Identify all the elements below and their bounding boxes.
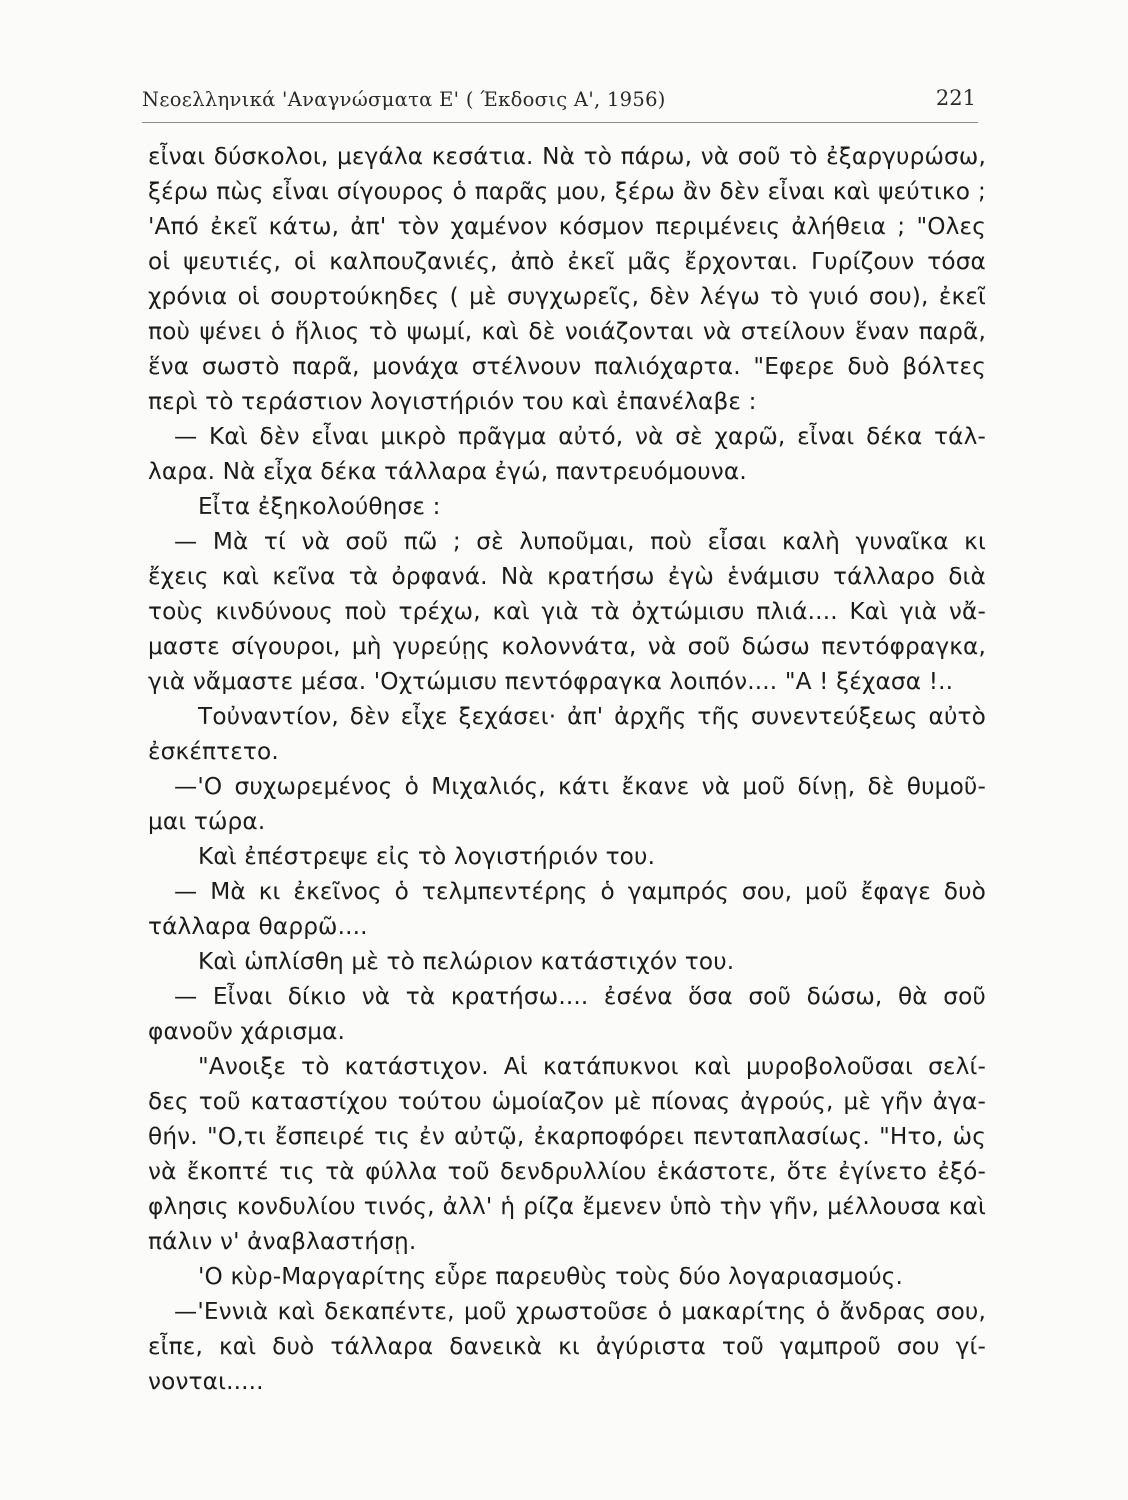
text-line: ἐσκέπτετο.: [148, 738, 279, 765]
text-line: λαρα. Νὰ εἶχα δέκα τάλλαρα ἐγώ, παντρευόμουνα.: [148, 458, 747, 485]
text-line: — Εἶναι δίκιο νὰ τὰ κρατήσω.... ἐσένα ὅσα σοῦ δώσω, θὰ σοῦ: [174, 983, 986, 1010]
text-line: περὶ τὸ τεράστιον λογιστήριόν του καὶ ἐπανέλαβε :: [148, 388, 757, 415]
text-line: γιὰ νἄμαστε μέσα. 'Οχτώμισυ πεντόφραγκα λοιπόν.... "Α ! ξέχασα !..: [148, 668, 954, 695]
text-line: φλησις κονδυλίου τινός, ἀλλ' ἡ ρίζα ἔμενεν ὑπὸ τὴν γῆν, μέλλουσα καὶ: [148, 1193, 986, 1220]
text-line: ποὺ ψένει ὁ ἥλιος τὸ ψωμί, καὶ δὲ νοιάζονται νὰ στείλουν ἕναν παρᾶ,: [148, 318, 986, 345]
text-line: δες τοῦ καταστίχου τούτου ὡμοίαζον μὲ πίονας ἀγρούς, μὲ γῆν ἀγα-: [148, 1088, 986, 1115]
text-line: Καὶ ἐπέστρεψε εἰς τὸ λογιστήριόν του.: [198, 843, 656, 870]
text-line: — Μὰ τί νὰ σοῦ πῶ ; σὲ λυποῦμαι, ποὺ εἶσαι καλὴ γυναῖκα κι: [174, 528, 986, 555]
text-line: —'Ο συχωρεμένος ὁ Μιχαλιός, κάτι ἔκανε νὰ μοῦ δίνῃ, δὲ θυμοῦ-: [174, 773, 986, 800]
header-rule: [142, 122, 978, 123]
running-header: [142, 84, 978, 116]
text-line: θήν. "Ο,τι ἔσπειρέ τις ἐν αὐτῷ, ἐκαρποφόρει πενταπλασίως. "Ητο, ὡς: [148, 1123, 986, 1150]
text-line: Τοὐναντίον, δὲν εἶχε ξεχάσει· ἀπ' ἀρχῆς τῆς συνεντεύξεως αὐτὸ: [198, 703, 986, 730]
text-line: Καὶ ὡπλίσθη μὲ τὸ πελώριον κατάστιχόν του.: [198, 948, 735, 975]
page-number: 221: [935, 86, 976, 110]
text-line: εἶπε, καὶ δυὸ τάλλαρα δανεικὰ κι ἀγύριστα τοῦ γαμπροῦ σου γί-: [148, 1333, 986, 1360]
text-line: —'Εννιὰ καὶ δεκαπέντε, μοῦ χρωστοῦσε ὁ μακαρίτης ὁ ἄνδρας σου,: [174, 1298, 986, 1325]
text-line: Εἶτα ἐξηκολούθησε :: [198, 493, 441, 520]
running-header-title: Νεοελληνικά 'Αναγνώσματα Ε' ( Έκδοσις Α', 1956): [142, 88, 666, 111]
text-line: "Ανοιξε τὸ κατάστιχον. Αἱ κατάπυκνοι καὶ μυροβολοῦσαι σελί-: [198, 1053, 986, 1080]
text-line: τοὺς κινδύνους ποὺ τρέχω, καὶ γιὰ τὰ ὀχτώμισυ πλιά.... Καὶ γιὰ νἄ-: [148, 598, 986, 625]
text-line: νὰ ἔκοπτέ τις τὰ φύλλα τοῦ δενδρυλλίου ἑκάστοτε, ὅτε ἐγίνετο ἐξό-: [148, 1158, 986, 1185]
text-line: — Μὰ κι ἐκεῖνος ὁ τελμπεντέρης ὁ γαμπρός σου, μοῦ ἔφαγε δυὸ: [174, 878, 986, 905]
text-line: οἱ ψευτιές, οἱ καλπουζανιές, ἀπὸ ἐκεῖ μᾶς ἔρχονται. Γυρίζουν τόσα: [148, 248, 986, 275]
text-line: φανοῦν χάρισμα.: [148, 1018, 346, 1045]
text-line: τάλλαρα θαρρῶ....: [148, 913, 368, 940]
text-line: πάλιν ν' ἀναβλαστήσῃ.: [148, 1228, 417, 1255]
text-line: νονται.....: [148, 1368, 264, 1395]
text-line: ξέρω πὼς εἶναι σίγουρος ὁ παρᾶς μου, ξέρω ἂν δὲν εἶναι καὶ ψεύτικο ;: [148, 178, 986, 205]
text-line: μαστε σίγουροι, μὴ γυρεύῃς κολοννάτα, νὰ σοῦ δώσω πεντόφραγκα,: [148, 633, 986, 660]
text-line: ἔχεις καὶ κεῖνα τὰ ὀρφανά. Νὰ κρατήσω ἐγὼ ἑνάμισυ τάλλαρο διὰ: [148, 563, 986, 590]
text-line: μαι τώρα.: [148, 808, 266, 835]
text-line: — Καὶ δὲν εἶναι μικρὸ πρᾶγμα αὐτό, νὰ σὲ χαρῶ, εἶναι δέκα τάλ-: [174, 423, 986, 450]
text-line: χρόνια οἱ σουρτούκηδες ( μὲ συγχωρεῖς, δὲν λέγω τὸ γυιό σου), ἐκεῖ: [148, 283, 986, 310]
text-line: εἶναι δύσκολοι, μεγάλα κεσάτια. Νὰ τὸ πάρω, νὰ σοῦ τὸ ἐξαργυρώσω,: [148, 143, 986, 170]
text-line: 'Από ἐκεῖ κάτω, ἀπ' τὸν χαμένον κόσμον περιμένεις ἀλήθεια ; "Ολες: [148, 213, 986, 240]
text-line: 'Ο κὺρ-Μαργαρίτης εὗρε παρευθὺς τοὺς δύο λογαριασμούς.: [198, 1263, 904, 1290]
page-body: [148, 139, 986, 1399]
text-line: ἕνα σωστὸ παρᾶ, μονάχα στέλνουν παλιόχαρτα. "Εφερε δυὸ βόλτες: [148, 353, 986, 380]
